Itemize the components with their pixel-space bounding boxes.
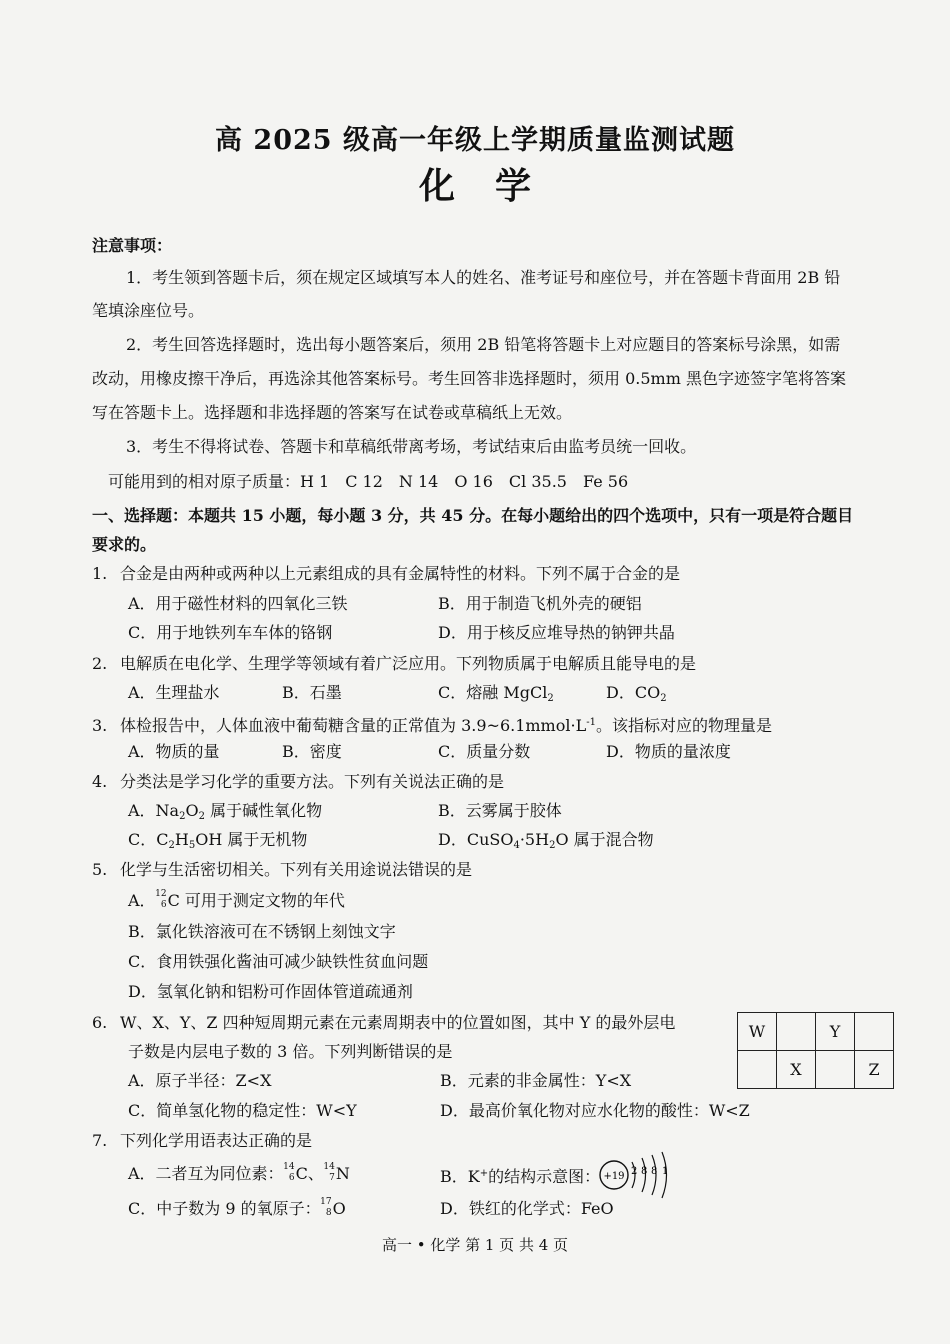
q5-option-d: D．氢氧化钠和铝粉可作固体管道疏通剂 — [128, 982, 413, 1001]
q4-option-d: D．$CuSO_4\cdot 5H_2O$ 属于混合物 — [438, 830, 654, 851]
question-stem: 电解质在电化学、生理学等领域有着广泛应用。下列物质属于电解质且能导电的是 — [120, 654, 697, 673]
question-number: 2. — [92, 654, 108, 673]
table-cell — [738, 1051, 777, 1089]
q7-option-b: B．K+的结构示意图： — [440, 1167, 601, 1186]
table-cell — [816, 1051, 855, 1089]
question-stem-line-1: W、X、Y、Z 四种短周期元素在元素周期表中的位置如图，其中 Y 的最外层电 — [120, 1013, 676, 1032]
q1-option-b: B．用于制造飞机外壳的硬铝 — [438, 594, 642, 613]
table-cell: Y — [816, 1013, 855, 1051]
q6-option-d: D．最高价氧化物对应水化物的酸性：W<Z — [440, 1101, 750, 1120]
q7-option-c: C．中子数为 9 的氧原子： 17 8 O — [128, 1197, 346, 1218]
q5-option-a: A． 12 6 C 可用于测定文物的年代 — [128, 889, 345, 910]
question-2 — [92, 654, 696, 674]
question-6-line-2: 子数是内层电子数的 3 倍。下列判断错误的是 — [128, 1042, 453, 1061]
table-cell — [855, 1013, 894, 1051]
question-stem: 合金是由两种或两种以上元素组成的具有金属特性的材料。下列不属于合金的是 — [120, 564, 681, 583]
table-row — [738, 1013, 894, 1051]
q4-option-c: C．$C_2H_5OH$ 属于无机物 — [128, 830, 308, 851]
q4-option-a: A．$Na_2O_2$ 属于碱性氧化物 — [128, 801, 323, 822]
q1-option-c: C．用于地铁列车车体的铬钢 — [128, 623, 333, 642]
question-3: 3. 体检报告中，人体血液中葡萄糖含量的正常值为 $3.9\sim 6.1mmol\cdot L^{-1}$。该指标对应的物理量是 — [92, 716, 772, 735]
note-3: 3．考生不得将试卷、答题卡和草稿纸带离考场，考试结束后由监考员统一回收。 — [126, 437, 697, 456]
q2-option-b: B．石墨 — [282, 683, 342, 702]
question-stem: 分类法是学习化学的重要方法。下列有关说法正确的是 — [120, 772, 505, 791]
notes-heading: 注意事项： — [92, 236, 173, 255]
q2-option-d: D．$CO_2$ — [606, 683, 667, 704]
note-2-line-1: 2．考生回答选择题时，选出每小题答案后，须用 2B 铅笔将答题卡上对应题目的答案标号涂黑，如需 — [126, 335, 841, 354]
isotope-notation: 17 8 — [320, 1197, 332, 1218]
q3-option-b: B．密度 — [282, 742, 342, 761]
table-cell: W — [738, 1013, 777, 1051]
table-cell — [777, 1013, 816, 1051]
question-7 — [92, 1131, 312, 1151]
table-cell: Z — [855, 1051, 894, 1089]
question-number: 5. — [92, 860, 108, 879]
q5-option-b: B．氯化铁溶液可在不锈钢上刻蚀文字 — [128, 922, 396, 941]
isotope-notation: 14 7 — [323, 1162, 335, 1183]
note-2-line-3: 写在答题卡上。选择题和非选择题的答案写在试卷或草稿纸上无效。 — [92, 403, 573, 422]
shell-electrons: 8 — [651, 1166, 658, 1177]
potassium-ion-structure-diagram — [598, 1150, 676, 1200]
question-number: 7. — [92, 1131, 108, 1150]
isotope-notation: 14 6 — [283, 1162, 295, 1183]
table-cell: X — [777, 1051, 816, 1089]
question-6 — [92, 1013, 675, 1033]
note-1-line-2: 笔填涂座位号。 — [92, 301, 205, 320]
question-5 — [92, 860, 472, 880]
q6-option-b: B．元素的非金属性：Y<X — [440, 1071, 632, 1090]
q7-option-d: D．铁红的化学式：FeO — [440, 1199, 614, 1218]
q3-option-c: C．质量分数 — [438, 742, 531, 761]
note-2-line-2: 改动，用橡皮擦干净后，再选涂其他答案标号。考生回答非选择题时，须用 0.5mm 黑色字迹签字笔将答案 — [92, 369, 846, 388]
question-stem: 下列化学用语表达正确的是 — [120, 1131, 313, 1150]
question-number: 6. — [92, 1013, 108, 1032]
shell-electrons: 2 — [631, 1166, 638, 1177]
q3-option-a: A．物质的量 — [128, 742, 220, 761]
q2-option-a: A．生理盐水 — [128, 683, 220, 702]
q3-option-d: D．物质的量浓度 — [606, 742, 731, 761]
q2-option-c: C．熔融 MgCl$_2$ — [438, 683, 554, 704]
question-4 — [92, 772, 504, 792]
question-number: 3. — [92, 716, 108, 735]
shell-electrons: 1 — [662, 1166, 669, 1177]
subject-title: 化学 — [418, 165, 571, 207]
q1-option-a: A．用于磁性材料的四氧化三铁 — [128, 594, 348, 613]
q6-option-c: C．简单氢化物的稳定性：W<Y — [128, 1101, 357, 1120]
q7-option-a: A．二者互为同位素： 14 6 C、 14 7 N — [128, 1162, 350, 1183]
q1-option-d: D．用于核反应堆导热的钠钾共晶 — [438, 623, 675, 642]
periodic-table-fragment — [737, 1012, 894, 1089]
atomic-masses: 可能用到的相对原子质量：H 1 C 12 N 14 O 16 Cl 35.5 Fe 56 — [108, 472, 629, 491]
section-1-line-2: 要求的。 — [92, 535, 157, 554]
question-number: 4. — [92, 772, 108, 791]
q5-option-c: C．食用铁强化酱油可减少缺铁性贫血问题 — [128, 952, 429, 971]
shell-electrons: 8 — [641, 1166, 648, 1177]
question-1 — [92, 564, 680, 584]
nucleus-charge: +19 — [603, 1171, 625, 1182]
note-1-line-1: 1．考生领到答题卡后，须在规定区域填写本人的姓名、准考证号和座位号，并在答题卡背面用 2B 铅 — [126, 268, 841, 287]
question-stem: 化学与生活密切相关。下列有关用途说法错误的是 — [120, 860, 473, 879]
q6-option-a: A．原子半径：Z<X — [128, 1071, 272, 1090]
table-row — [738, 1051, 894, 1089]
question-number: 1. — [92, 564, 108, 583]
q4-option-b: B．云雾属于胶体 — [438, 801, 562, 820]
exam-title: 高 2025 级高一年级上学期质量监测试题 — [215, 125, 735, 156]
isotope-notation: 12 6 — [155, 889, 167, 910]
page-footer: 高一 • 化学 第 1 页 共 4 页 — [381, 1236, 569, 1254]
section-1-line-1: 一、选择题：本题共 15 小题，每小题 3 分，共 45 分。在每小题给出的四个选项中，只有一项是符合题目 — [92, 506, 854, 525]
